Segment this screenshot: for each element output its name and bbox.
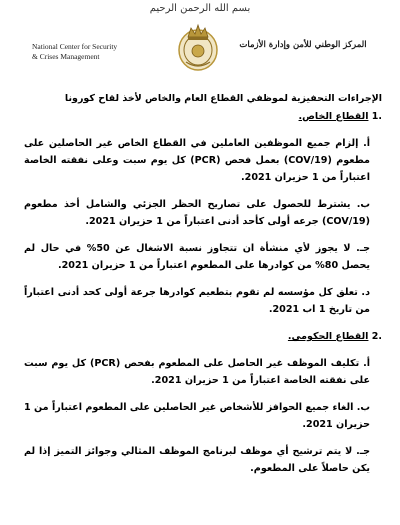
section-1-item-a: أ. إلزام جميع الموظفين العاملين في القطاع الخاص غير الحاصلين على مطعوم (COV/19) بعمل فحص (PCR) كل يوم سبت وعلى نفقته الخاصة اعتباراً من 1 حزيران 2021. (24, 138, 370, 183)
section-1-item-b: ب. يشترط للحصول على تصاريح الحظر الجزئي والشامل أخذ مطعوم (COV/19) جرعه أولى كأحد أدنى اعتباراً من 1 حزيران 2021. (24, 199, 370, 227)
section-1-title: القطاع الخاص. (298, 111, 369, 122)
section-2-heading (24, 330, 382, 343)
section-1-number: .1 (371, 111, 382, 122)
section-1-heading (24, 110, 382, 123)
section-1-item-c: جـ. لا يجوز لأي منشأة ان تتجاوز نسبة الاشغال عن 50% في حال لم يحصل 80% من كوادرها على المطعوم اعتباراً من 1 حزيران 2021. (24, 243, 371, 271)
letterhead (0, 0, 400, 88)
section-2-title: القطاع الحكومي. (287, 331, 369, 342)
crown-emblem-icon (176, 22, 220, 72)
org-name-english-line1: National Center for Security (32, 42, 118, 51)
org-name-english-line2: & Crises Management (32, 52, 100, 61)
org-name-arabic: المركز الوطني للأمن وإدارة الأزمات (239, 40, 367, 50)
section-1-item-d: د. تعلق كل مؤسسه لم تقوم بتطعيم كوادرها جرعة أولى كحد أدنى اعتباراً من تاريخ 1 اب 2021. (24, 287, 370, 315)
section-2-item-a: أ. تكليف الموظف غير الحاصل على المطعوم بفحص (PCR) كل يوم سبت على نفقته الخاصة اعتباراً من 1 حزيران 2021. (24, 358, 370, 386)
org-name-english (32, 42, 182, 62)
section-2-number: .2 (371, 331, 382, 342)
document-title: الإجراءات التحفيزية لموظفي القطاع العام والخاص لأخذ لقاح كورونا (64, 93, 382, 104)
section-2-item-c: جـ. لا يتم ترشيح أي موظف لبرنامج الموظف المثالي وجوائز التميز إذا لم يكن حاصلاً على المطعوم. (24, 446, 370, 474)
section-2-item-b: ب. الغاء جميع الحوافز للأشخاص غير الحاصلين على المطعوم اعتباراً من 1 حزيران 2021. (24, 402, 370, 430)
basmala-text: بسم الله الرحمن الرحيم (149, 3, 251, 14)
document-body (24, 92, 382, 487)
